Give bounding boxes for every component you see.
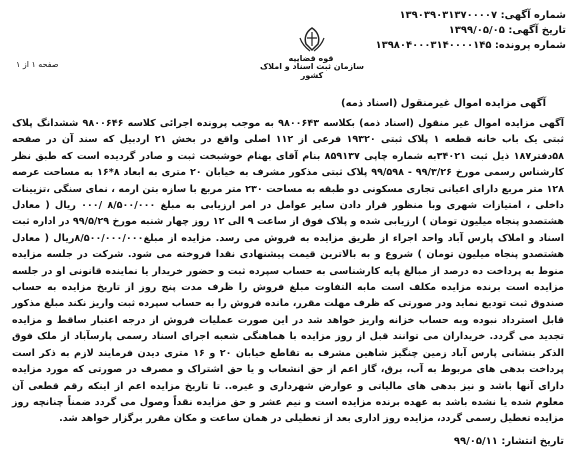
notice-body — [12, 116, 564, 428]
page-number: صفحه ۱ از ۱ — [16, 60, 59, 69]
notice-title: آگهی مزایده اموال غیرمنقول (اسناد ذمه) — [341, 98, 546, 109]
judiciary-label: قوه قضاییه — [288, 54, 334, 63]
notice-metadata — [356, 8, 566, 53]
publish-date: تاریخ انتشار: ۹۹/۰۵/۱۱ — [453, 436, 564, 447]
notice-body-text: آگهی مزایده اموال غیر منقول (اسناد ذمه) بکلاسه ۹۸۰۰۶۴۳ به موجب پرونده اجرائی کلاسه ۹۸۰۰۶۴۶ ششدانگ پلاک ثبتی یک باب خانه قطعه ۱ پلاک ثبتی ۱۹۳۲۰ فرعی از ۱۱۲ اصلی واقع در بخش ۲۱ اردبیل که سند آن در صفحه ۵۸دفتر۱۸۷ ذیل ثبت ۳۴۰۲۱به شماره چاپی ۸۵۹۱۳۷ بنام آقای بهنام خوشبخت ثبت و صادر گردیده است که طبق نظر کارشناس رسمی مورخ ۹۹/۳/۲۶ - ۹۹/۵۹۸ پلاک ثبتی مذکور مشرف به خیابان ۲۰ متری به ابعاد ۸*۱۶ به مساحت عرصه ۱۲۸ متر مربع دارای اعیانی تجاری مسکونی دو طبقه به مساحت ۲۳۰ متر مربع با سازه بتن ارمه ، نمای سنگی ،تزیینات داخلی ، امتیازات شهری وبا منظور قرار دادن سایر عوامل در امر ارزیابی به مبلغ ۸/۵۰۰/۰۰۰ /۰۰۰ ریال ( معادل هشتصدو پنجاه میلیون تومان ) ارزیابی شده و پلاک فوق از ساعت ۹ الی ۱۲ روز چهار شنبه مورخ ۹۹/۵/۲۹ در اداره ثبت اسناد و املاک پارس آباد واحد اجراء از طریق مزایده به فروش می رسد. مزایده از مبلغ۸/۵۰۰/۰۰۰/۰۰۰ریال ( معادل هشتصدو پنجاه میلیون تومان ) شروع و به بالاترین قیمت پیشنهادی نقدا فروخته می شود. شرکت در جلسه مزایده منوط به پرداخت ده درصد از مبالغ پایه کارشناسی به حساب سپرده ثبت و حضور خریدار یا نماینده قانونی او در جلسه مزایده است برنده مزایده مکلف است مابه التفاوت مبلغ فروش را ظرف مدت پنج روز از تاریخ مزایده به حساب صندوق ثبت تودیع نماید ودر صورتی که ظرف مهلت مقرر، مانده فروش را به حساب سپرده ثبت واریز نکند مبلغ مذکور قابل استرداد نبوده وبه حساب خزانه واریز خواهد شد در این صورت عملیات فروش از درجه اعتبار ساقط و مزایده تجدید می گردد. خریداران می توانند قبل از روز مزایده با هماهنگی شعبه اجرای اسناد رسمی پارسآباد از ملک فوق الذکر بنشانی پارس آباد زمین چنگیز شاهین مشرف به تقاطع خیابان ۲۰ و ۱۶ متری دیدن فرمایند لازم به ذکر است پرداخت بدهی های مربوط به آب، برق، گاز اعم از حق انشعاب و یا حق اشتراک و مصرف در صورتی که مورد مزایده دارای آنها باشد و نیز بدهی های مالیاتی و عوارض شهرداری و غیره.. تا تاریخ مزایده اعم از اینکه رقم قطعی آن معلوم شده یا نشده باشد به عهده برنده مزایده است و نیم عشر و حق مزایده نقداً وصول می گردد ضمناً چنانچه روز مزایده تعطیل رسمی گردد، مزایده روز اداری بعد از تعطیلی در همان ساعت و مکان مقرر برگزار خواهد شد. — [12, 118, 565, 425]
notice-number: شماره آگهی: ۱۳۹۰۳۹۰۳۱۳۷۰۰۰۰۷ — [399, 10, 566, 21]
judiciary-emblem-icon — [294, 24, 330, 54]
notice-date: تاریخ آگهی: ۱۳۹۹/۰۵/۰۵ — [448, 25, 566, 36]
case-number: شماره پرونده: ۱۳۹۸۰۴۰۰۰۳۱۴۰۰۰۰۱۴۵ — [375, 40, 566, 51]
organization-label: سازمان ثبت اسناد و املاک کشور — [259, 62, 365, 80]
